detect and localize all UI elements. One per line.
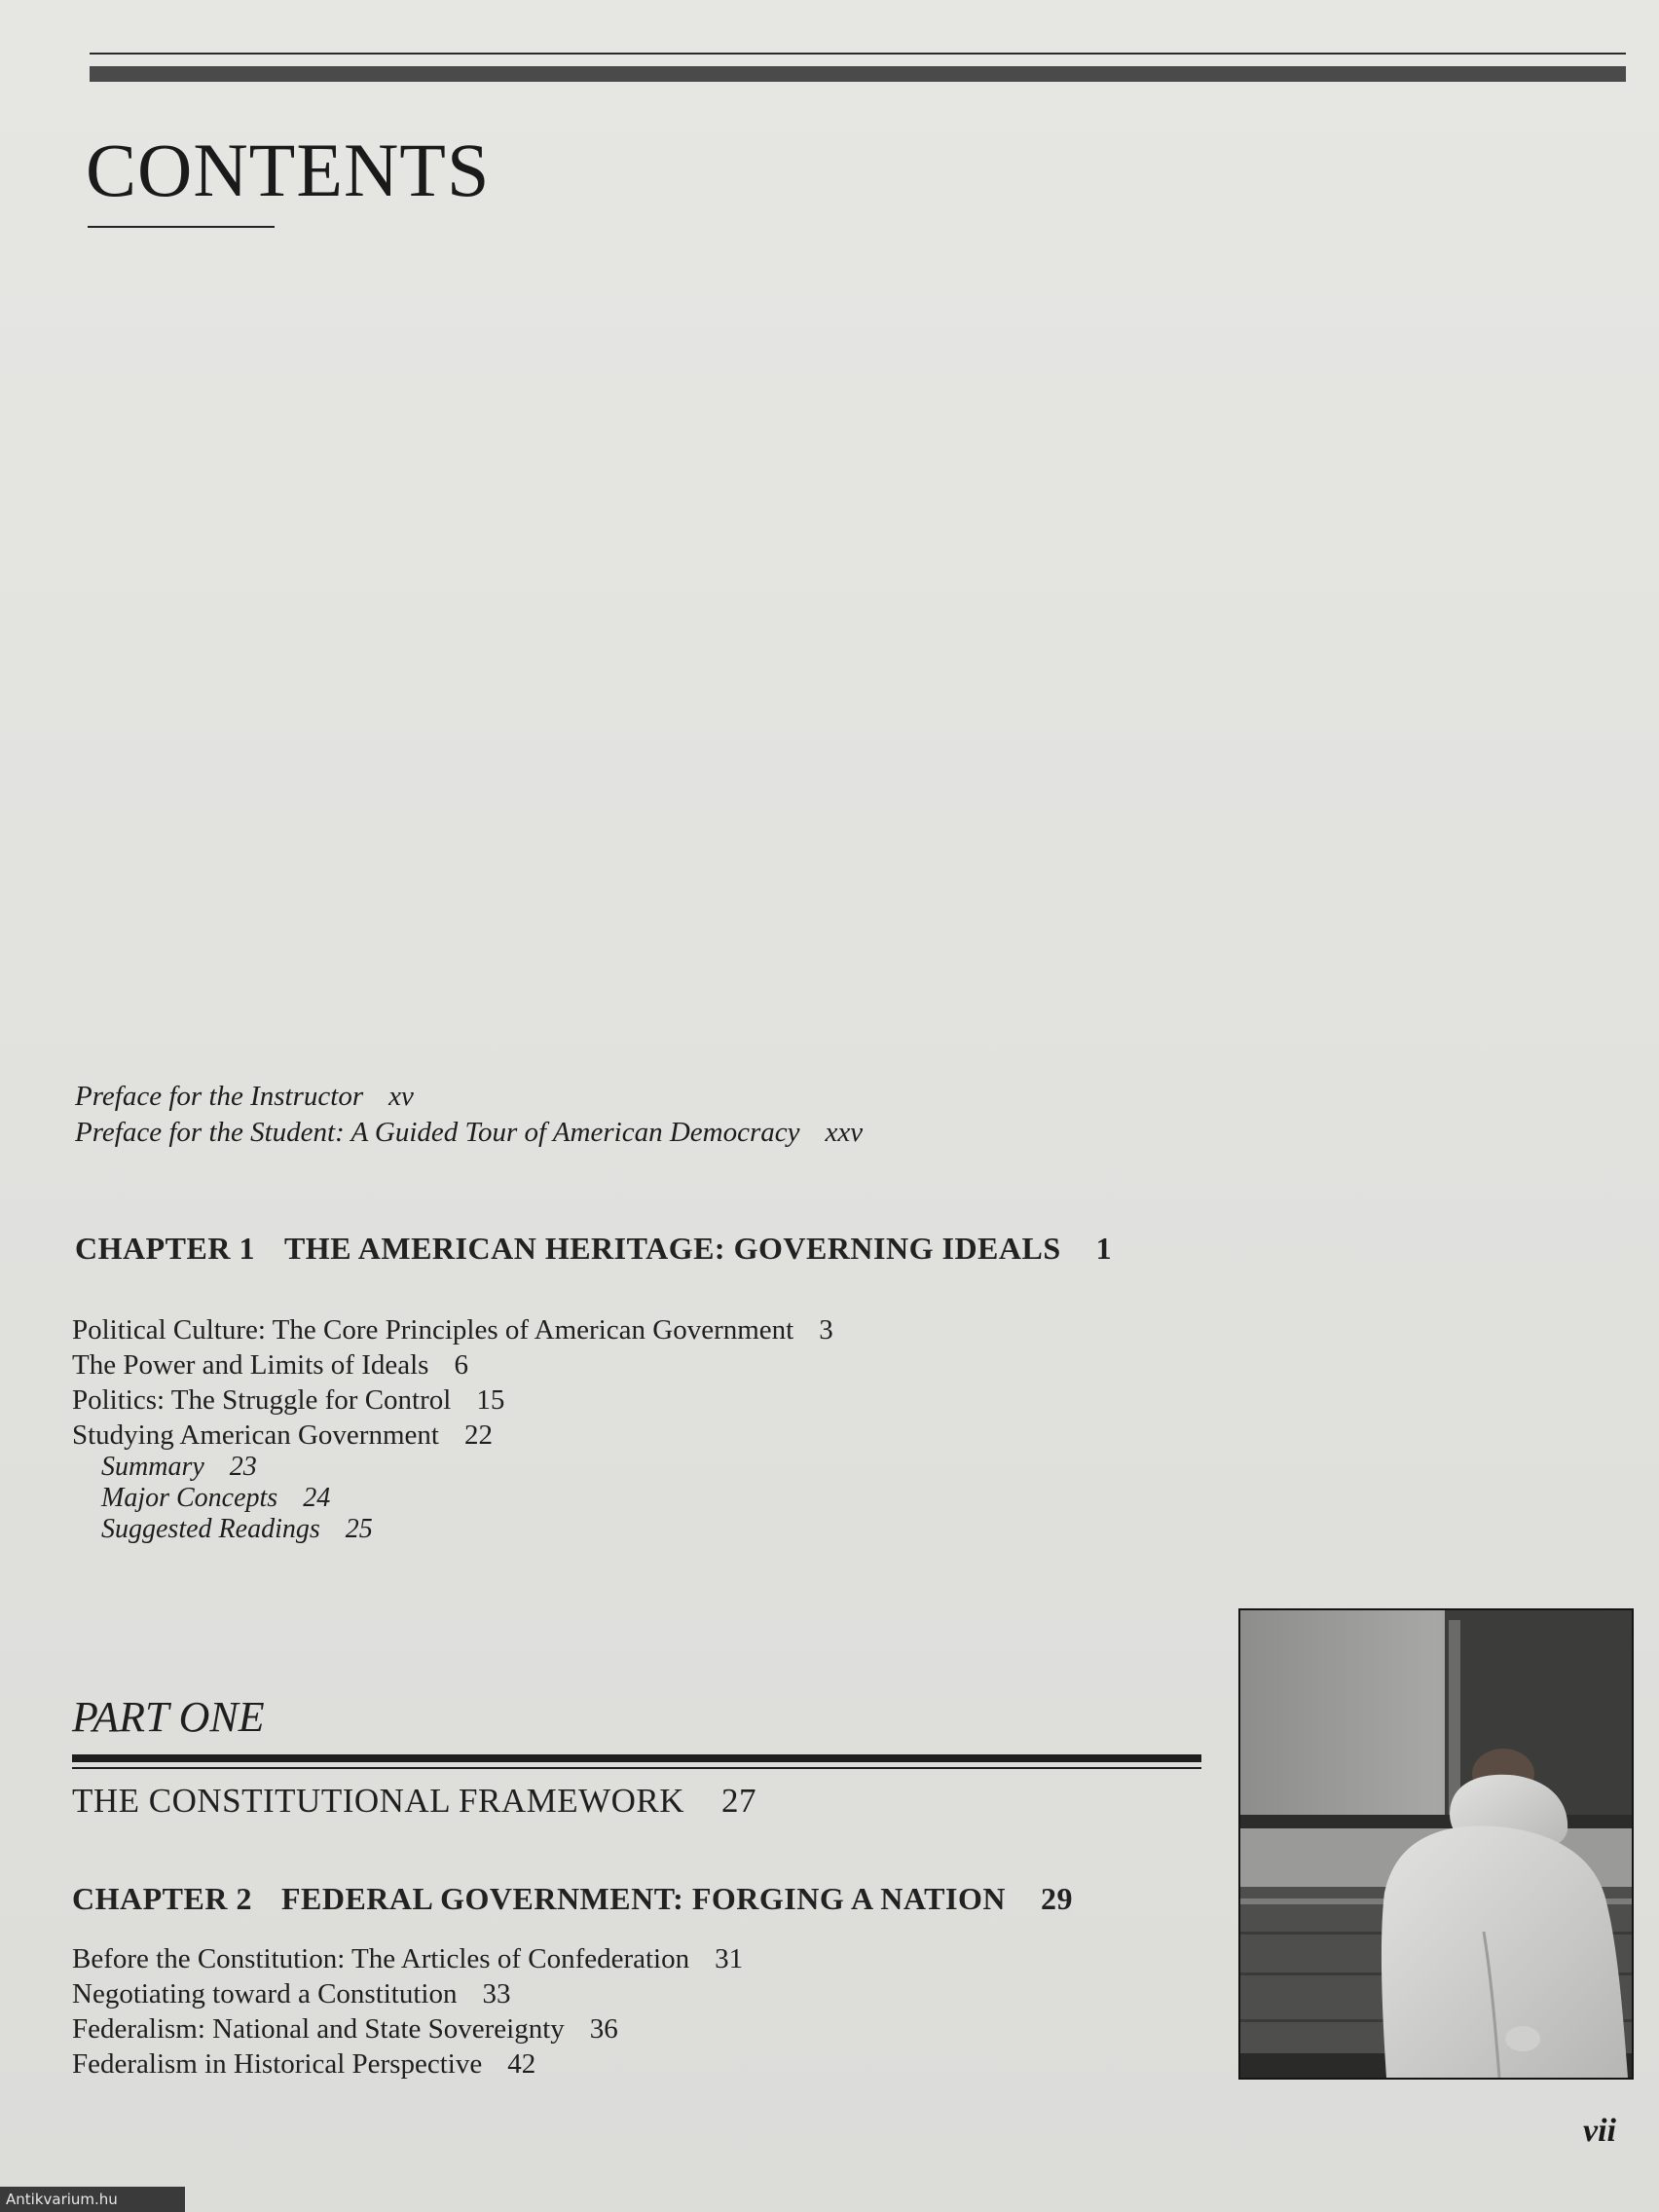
preface-page: xxv xyxy=(825,1117,864,1148)
part-title-entry xyxy=(72,1782,756,1821)
subentry-label: Suggested Readings xyxy=(101,1514,320,1544)
toc-entry xyxy=(72,1349,468,1382)
subentry-label: Major Concepts xyxy=(101,1483,278,1513)
entry-label: Political Culture: The Core Principles of American Government xyxy=(72,1314,794,1346)
entry-label: Federalism: National and State Sovereignty xyxy=(72,2013,565,2045)
entry-label: Federalism in Historical Perspective xyxy=(72,2048,483,2080)
chapter-number: CHAPTER 2 xyxy=(72,1881,252,1916)
chapter-page: 29 xyxy=(1040,1881,1073,1916)
subentry-page: 23 xyxy=(229,1452,257,1482)
toc-entry xyxy=(72,1314,833,1346)
toc-subentry xyxy=(101,1514,373,1545)
entry-page: 15 xyxy=(476,1384,505,1416)
top-thin-rule xyxy=(90,53,1626,55)
toc-entry xyxy=(72,1943,743,1975)
entry-label: The Power and Limits of Ideals xyxy=(72,1349,429,1381)
part-title: THE CONSTITUTIONAL FRAMEWORK xyxy=(72,1782,685,1820)
preface-student-entry xyxy=(75,1117,863,1149)
title-underline xyxy=(88,226,275,228)
subentry-page: 25 xyxy=(345,1514,373,1544)
watermark: Antikvarium.hu xyxy=(0,2187,185,2212)
entry-label: Negotiating toward a Constitution xyxy=(72,1978,458,2009)
entry-page: 42 xyxy=(507,2048,536,2080)
photograph-image xyxy=(1240,1610,1632,2078)
subentry-page: 24 xyxy=(303,1483,331,1513)
part-thick-rule xyxy=(72,1754,1201,1762)
photograph xyxy=(1238,1608,1634,2080)
chapter-2-heading xyxy=(72,1881,1073,1917)
entry-label: Politics: The Struggle for Control xyxy=(72,1384,452,1416)
toc-entry xyxy=(72,2048,535,2081)
chapter-1-heading xyxy=(75,1231,1112,1267)
top-thick-rule xyxy=(90,66,1626,82)
preface-instructor-entry xyxy=(75,1081,414,1113)
preface-label: Preface for the Student: A Guided Tour of American Democracy xyxy=(75,1117,800,1148)
toc-entry xyxy=(72,2013,618,2046)
toc-entry xyxy=(72,1978,510,2010)
toc-entry xyxy=(72,1384,504,1417)
preface-label: Preface for the Instructor xyxy=(75,1081,364,1112)
entry-page: 33 xyxy=(482,1978,511,2009)
entry-label: Studying American Government xyxy=(72,1419,439,1451)
entry-label: Before the Constitution: The Articles of Confederation xyxy=(72,1943,690,1974)
preface-page: xv xyxy=(388,1081,414,1112)
chapter-title: THE AMERICAN HERITAGE: GOVERNING IDEALS xyxy=(283,1231,1061,1266)
chapter-page: 1 xyxy=(1095,1231,1113,1266)
toc-entry xyxy=(72,1419,493,1452)
toc-subentry xyxy=(101,1452,257,1483)
part-thin-rule xyxy=(72,1767,1201,1769)
chapter-title: FEDERAL GOVERNMENT: FORGING A NATION xyxy=(280,1881,1006,1916)
entry-page: 6 xyxy=(454,1349,468,1381)
part-label: PART ONE xyxy=(72,1693,265,1741)
page-title: CONTENTS xyxy=(86,128,491,212)
entry-page: 22 xyxy=(463,1419,493,1451)
entry-page: 3 xyxy=(819,1314,833,1346)
subentry-label: Summary xyxy=(101,1452,204,1482)
page-number: vii xyxy=(1583,2113,1616,2149)
chapter-number: CHAPTER 1 xyxy=(75,1231,255,1266)
entry-page: 31 xyxy=(715,1943,744,1974)
part-page: 27 xyxy=(721,1782,757,1820)
entry-page: 36 xyxy=(589,2013,618,2045)
toc-subentry xyxy=(101,1483,330,1514)
